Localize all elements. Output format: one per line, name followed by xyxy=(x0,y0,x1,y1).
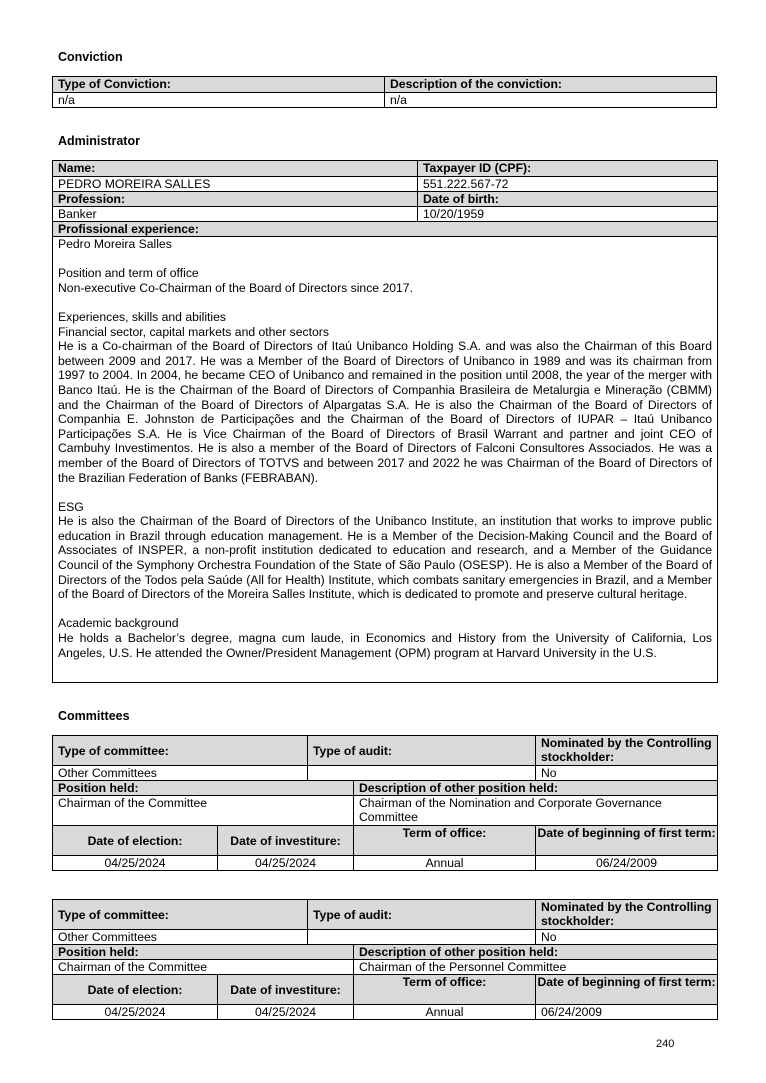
name-value: PEDRO MOREIRA SALLES xyxy=(53,177,418,192)
conviction-type-value: n/a xyxy=(53,93,385,108)
name-label: Name: xyxy=(53,161,418,177)
committee-audit-value xyxy=(308,766,536,781)
conviction-title: Conviction xyxy=(58,50,123,64)
term-office-label: Term of office: xyxy=(354,975,536,1005)
date-investiture-label: Date of investiture: xyxy=(218,826,354,856)
conviction-desc-header: Description of the conviction: xyxy=(385,77,717,93)
committee-type-value: Other Committees xyxy=(53,930,308,945)
profession-value: Banker xyxy=(53,207,418,222)
committee-description-value: Chairman of the Personnel Committee xyxy=(354,960,718,975)
type-of-committee-label: Type of committee: xyxy=(53,900,308,930)
nominated-label: Nominated by the Controlling stockholder: xyxy=(536,736,718,766)
dob-label: Date of birth: xyxy=(418,192,718,207)
esg-heading: ESG xyxy=(58,499,84,514)
description-other-label: Description of other position held: xyxy=(354,945,718,960)
committee-investiture-value: 04/25/2024 xyxy=(218,856,354,871)
conviction-type-header: Type of Conviction: xyxy=(53,77,385,93)
committee-table-2 xyxy=(52,899,718,1020)
experience-text xyxy=(53,237,718,683)
cpf-value: 551.222.567-72 xyxy=(418,177,718,192)
committee-beginning-value: 06/24/2009 xyxy=(536,856,718,871)
page-number: 240 xyxy=(656,1038,675,1050)
profession-label: Profession: xyxy=(53,192,418,207)
committee-type-value: Other Committees xyxy=(53,766,308,781)
nominated-label: Nominated by the Controlling stockholder: xyxy=(536,900,718,930)
committee-audit-value xyxy=(308,930,536,945)
term-office-label: Term of office: xyxy=(354,826,536,856)
type-of-audit-label: Type of audit: xyxy=(308,736,536,766)
date-beginning-label: Date of beginning of first term: xyxy=(536,975,718,1005)
date-investiture-label: Date of investiture: xyxy=(218,975,354,1005)
committee-term-value: Annual xyxy=(354,1005,536,1020)
esg-text: He is also the Chairman of the Board of Directors of the Unibanco Institute, an institution that works to improve public education in Brazil through education management. He is a Member of the Decision-Making Council and the Board of Associates of INSPER, a non-profit institution dedicated to education and research, and a Member of the Guidance Council of the Symphony Orchestra Foundation of the State of São Paulo (OSESP). He is also a Member of the Board of Directors of the Todos pela Saúde (All for Health) Institute, which combats sanitary emergencies in Brazil, and a Member of the Board of Directors of the Moreira Salles Institute, which is dedicated to promote and preserve cultural heritage. xyxy=(58,514,712,602)
committee-description-value: Chairman of the Nomination and Corporate Governance Committee xyxy=(354,796,718,826)
conviction-desc-value: n/a xyxy=(385,93,717,108)
position-held-label: Position held: xyxy=(53,781,354,796)
description-other-label: Description of other position held: xyxy=(354,781,718,796)
date-beginning-label: Date of beginning of first term: xyxy=(536,826,718,856)
committee-election-value: 04/25/2024 xyxy=(53,856,218,871)
date-election-label: Date of election: xyxy=(53,975,218,1005)
type-of-committee-label: Type of committee: xyxy=(53,736,308,766)
skills-sub: Financial sector, capital markets and other sectors xyxy=(58,324,329,339)
committee-term-value: Annual xyxy=(354,856,536,871)
cpf-label: Taxpayer ID (CPF): xyxy=(418,161,718,177)
committee-table-1 xyxy=(52,735,718,871)
committee-nominated-value: No xyxy=(536,930,718,945)
position-held-label: Position held: xyxy=(53,945,354,960)
dob-value: 10/20/1959 xyxy=(418,207,718,222)
position-heading: Position and term of office xyxy=(58,266,199,281)
skills-text: He is a Co-chairman of the Board of Directors of Itaú Unibanco Holding S.A. and was also the Chairman of this Board between 2009 and 2017. He was a Member of the Board of Directors of Unibanco in 1989 and was its chairman from 1997 to 2004. In 2004, he became CEO of Unibanco and remained in the position until 2008, the year of the merger with Banco Itaú. He is the Chairman of the Board of Directors of Companhia Brasileira de Metalurgia e Mineração (CBMM) and the Chairman of the Board of Directors of Alpargatas S.A. He is also the Chairman of the Board of Directors of Companhia E. Johnston de Participações and the Chairman of the Board of Directors of IUPAR – Itaú Unibanco Participações S.A. He is Vice Chairman of the Board of Directors of Brasil Warrant and partner and joint CEO of Cambuhy Investimentos. He is also a member of the Board of Directors of Falconi Consultores Associados. He was a member of the Board of Directors of TOTVS and between 2017 and 2022 he was Chairman of the Board of Directors of the Brazilian Federation of Banks (FEBRABAN). xyxy=(58,339,712,485)
conviction-table xyxy=(52,76,717,108)
type-of-audit-label: Type of audit: xyxy=(308,900,536,930)
committee-position-value: Chairman of the Committee xyxy=(53,960,354,975)
experience-person: Pedro Moreira Salles xyxy=(58,237,172,251)
position-text: Non-executive Co-Chairman of the Board of Directors since 2017. xyxy=(58,280,413,295)
committee-beginning-value: 06/24/2009 xyxy=(536,1005,718,1020)
committee-nominated-value: No xyxy=(536,766,718,781)
academic-text: He holds a Bachelor’s degree, magna cum laude, in Economics and History from the University of California, Los Angeles, U.S. He attended the Owner/President Management (OPM) program at Harvard University in the U.S. xyxy=(58,631,712,660)
administrator-table xyxy=(52,160,718,683)
committee-position-value: Chairman of the Committee xyxy=(53,796,354,826)
committee-investiture-value: 04/25/2024 xyxy=(218,1005,354,1020)
academic-heading: Academic background xyxy=(58,616,179,631)
skills-heading: Experiences, skills and abilities xyxy=(58,309,226,324)
administrator-title: Administrator xyxy=(58,134,140,148)
committees-title: Committees xyxy=(58,709,130,723)
committee-election-value: 04/25/2024 xyxy=(53,1005,218,1020)
date-election-label: Date of election: xyxy=(53,826,218,856)
experience-label: Profissional experience: xyxy=(53,222,718,237)
